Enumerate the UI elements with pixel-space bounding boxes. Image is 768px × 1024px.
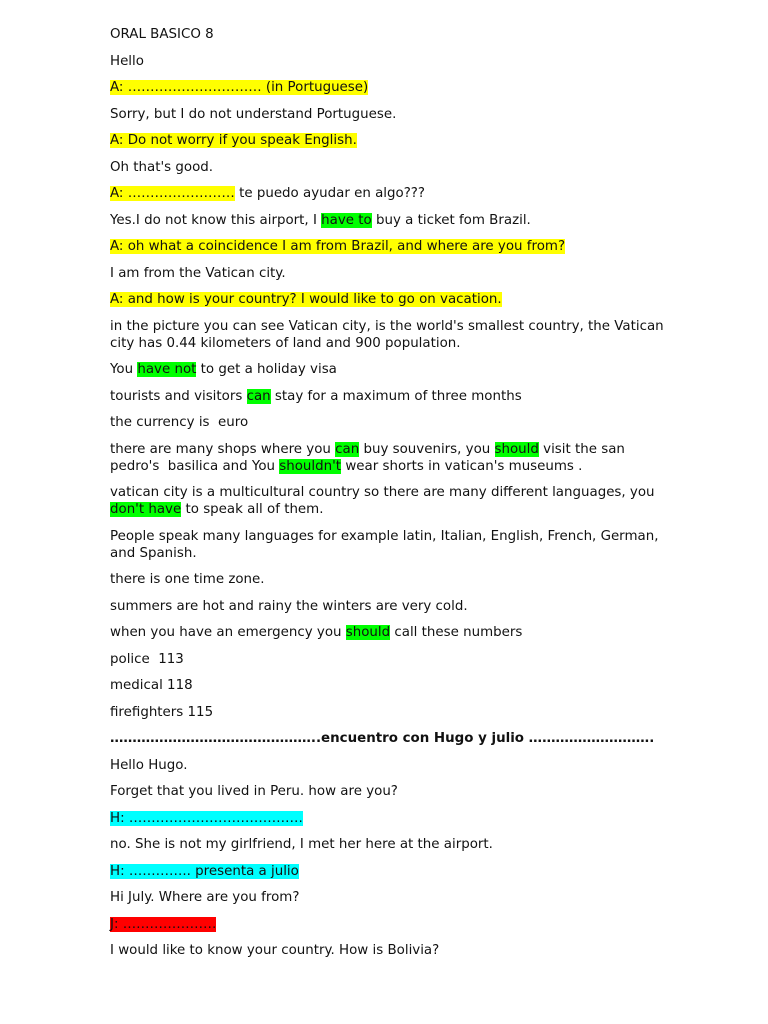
text-run: Yes.I do not know this airport, I	[110, 212, 322, 228]
doc-paragraph	[110, 863, 670, 880]
doc-paragraph	[110, 704, 670, 721]
doc-paragraph	[110, 414, 670, 431]
text-run: te puedo ayudar en algo???	[234, 186, 426, 201]
highlighted-text: should	[345, 625, 391, 640]
doc-paragraph	[110, 238, 670, 255]
text-run: Hello Hugo.	[110, 757, 188, 773]
highlighted-text: A: ………………………… (in Portuguese)	[110, 80, 369, 95]
doc-paragraph	[110, 106, 670, 123]
highlighted-text: A: oh what a coincidence I am from Brazil, and where are you from?	[110, 239, 566, 254]
highlighted-text: A: ……………………	[110, 186, 235, 201]
doc-paragraph	[110, 916, 670, 933]
text-run: there are many shops where you	[110, 441, 336, 457]
text-run: Hi July. Where are you from?	[110, 890, 300, 905]
doc-paragraph	[110, 265, 670, 282]
doc-paragraph	[110, 651, 670, 668]
doc-paragraph	[110, 942, 670, 959]
text-run: ORAL BASICO 8	[110, 27, 214, 42]
text-run: wear shorts in vatican's museums .	[341, 458, 583, 474]
doc-paragraph	[110, 318, 670, 352]
doc-paragraph	[110, 53, 670, 70]
text-run: visit the san pedro's basilica and You	[110, 441, 630, 474]
highlighted-text: shouldn't	[279, 458, 342, 474]
text-run: ………………………………………..encuentro con Hugo y julio ……………………….	[110, 731, 655, 746]
doc-paragraph	[110, 677, 670, 694]
doc-paragraph	[110, 757, 670, 774]
doc-paragraph	[110, 212, 670, 229]
doc-paragraph	[110, 79, 670, 96]
text-run: You	[110, 362, 138, 377]
highlighted-text: don't have	[110, 502, 182, 517]
text-run: in the picture you can see Vatican city, is the world's smallest country, the Vatican city has 0.44 kilometers of land and 900 population.	[110, 318, 668, 351]
doc-paragraph	[110, 26, 670, 43]
highlighted-text: can	[335, 441, 360, 457]
text-run: medical 118	[110, 678, 193, 693]
highlighted-text: H: ………….. presenta a julio	[110, 863, 299, 879]
document-page	[110, 26, 670, 959]
text-run: when you have an emergency you	[110, 625, 346, 640]
highlighted-text: A: Do not worry if you speak English.	[110, 133, 357, 148]
text-run: there is one time zone.	[110, 572, 265, 587]
text-run: the currency is euro	[110, 415, 249, 430]
highlighted-text: H: …………………………………	[110, 810, 303, 826]
text-run: no. She is not my girlfriend, I met her here at the airport.	[110, 837, 493, 852]
text-run: summers are hot and rainy the winters are very cold.	[110, 598, 468, 614]
doc-paragraph	[110, 159, 670, 176]
doc-paragraph	[110, 836, 670, 853]
text-run: vatican city is a multicultural country so there are many different languages, you	[110, 485, 659, 500]
highlighted-text: should	[494, 441, 539, 457]
doc-paragraph	[110, 889, 670, 906]
text-run: police 113	[110, 651, 184, 667]
highlighted-text: can	[246, 388, 271, 404]
highlighted-text: J: …………………	[110, 916, 217, 932]
text-run: Hello	[110, 53, 144, 69]
doc-paragraph	[110, 783, 670, 800]
doc-paragraph	[110, 361, 670, 378]
text-run: Sorry, but I do not understand Portuguese.	[110, 106, 397, 122]
doc-paragraph	[110, 810, 670, 827]
highlighted-text: have not	[137, 362, 197, 377]
highlighted-text: A: and how is your country? I would like to go on vacation.	[110, 292, 502, 307]
text-run: call these numbers	[390, 625, 523, 640]
text-run: I am from the Vatican city.	[110, 265, 286, 281]
text-run: to speak all of them.	[181, 502, 324, 517]
text-run: I would like to know your country. How is Bolivia?	[110, 943, 440, 958]
doc-paragraph	[110, 388, 670, 405]
text-run: stay for a maximum of three months	[270, 388, 522, 404]
text-run: People speak many languages for example latin, Italian, English, French, German, and Spanish.	[110, 528, 663, 561]
doc-paragraph	[110, 571, 670, 588]
text-run: to get a holiday visa	[196, 362, 337, 377]
text-run: Forget that you lived in Peru. how are you?	[110, 784, 398, 799]
doc-paragraph	[110, 291, 670, 308]
text-run: buy a ticket fom Brazil.	[371, 212, 531, 228]
doc-paragraph	[110, 598, 670, 615]
doc-paragraph	[110, 185, 670, 202]
highlighted-text: have to	[321, 212, 372, 228]
text-run: buy souvenirs, you	[359, 441, 495, 457]
doc-paragraph	[110, 441, 670, 475]
doc-paragraph	[110, 730, 670, 747]
doc-paragraph	[110, 528, 670, 562]
doc-paragraph	[110, 132, 670, 149]
text-run: tourists and visitors	[110, 388, 247, 404]
text-run: Oh that's good.	[110, 159, 214, 175]
doc-paragraph	[110, 484, 670, 518]
doc-paragraph	[110, 624, 670, 641]
text-run: firefighters 115	[110, 704, 214, 720]
